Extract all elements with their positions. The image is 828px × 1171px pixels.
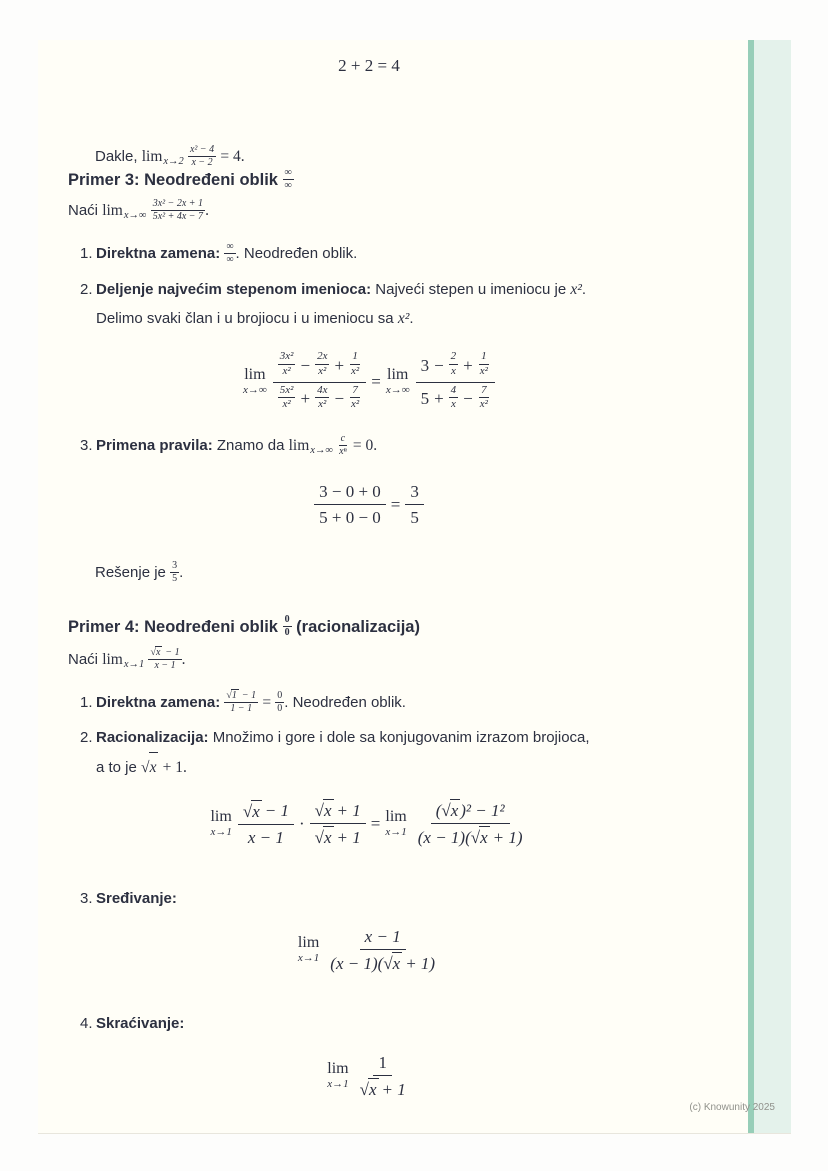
list-text: [96, 1009, 730, 1038]
fraction-numerator: ∞: [284, 166, 292, 178]
equals-sign: =: [371, 371, 381, 391]
copyright-footer: (c) Knowunity 2025: [689, 1102, 775, 1113]
lim-subscript: x→1: [385, 825, 407, 838]
equals-sign: =: [390, 494, 401, 514]
fraction-numerator: 0: [284, 613, 290, 625]
list-text: [96, 431, 730, 465]
math-fraction: [355, 1051, 411, 1101]
fraction-numerator: 3 − $\frac{2}{x}$ + $\frac{1}{\text{x²}}$: [416, 350, 495, 383]
operator: +: [434, 389, 444, 409]
math-fraction: $\frac{7}{\text{x²}}$: [479, 383, 488, 411]
sqrt-radical: √ x: [314, 801, 332, 820]
list-item-skracivanje: [80, 1009, 730, 1038]
accent-stripe: [748, 40, 754, 1133]
lim-subscript: x→∞: [385, 384, 410, 396]
body-text: Znamo da: [216, 437, 285, 454]
sqrt-radical: √ x: [441, 801, 459, 820]
fraction-denominator: 5 + $\frac{4}{x}$ − $\frac{7}{\text{x²}}$: [420, 383, 488, 411]
fraction-denominator: 5: [172, 572, 178, 584]
math-fraction: [337, 433, 349, 458]
math-text: = 4.: [220, 148, 245, 165]
math-text: .: [205, 202, 209, 219]
lim-symbol: lim x→1: [297, 934, 320, 965]
lim-subscript: x→1: [210, 825, 232, 838]
math-fraction: $\frac{7}{\text{x²}}$: [351, 383, 360, 411]
body-text: Rešenje je: [95, 564, 166, 581]
math-fraction: $\frac{1}{\text{x²}}$: [479, 350, 488, 377]
fraction-denominator: 5 + 0 − 0: [319, 508, 381, 528]
bold-label: Deljenje najvećim stepenom imenioca:: [96, 281, 372, 298]
list-text: [96, 723, 730, 782]
heading-primer-4: [68, 613, 420, 641]
bold-label: Direktna zamena:: [96, 694, 221, 711]
fraction-denominator: 5: [410, 508, 419, 528]
fraction-numerator: 3x² − 2x + 1: [152, 197, 204, 209]
math-text: x²: [397, 310, 410, 327]
list-item-primena-pravila: [80, 431, 730, 465]
body-text: Naći: [68, 651, 99, 668]
math-fraction: [405, 480, 424, 529]
math-fraction: [310, 798, 366, 849]
paragraph-naci-3: [68, 197, 209, 230]
lim-subscript: x→∞: [123, 210, 147, 221]
math-text: .: [181, 651, 186, 668]
sqrt-radical: √ x: [314, 828, 332, 848]
display-equation-final: [38, 1051, 700, 1101]
fraction-denominator: 0: [277, 702, 283, 714]
list-text: [96, 275, 730, 333]
fraction-numerator: 3 − 0 + 0: [314, 480, 386, 505]
fraction-denominator: x − 1: [154, 660, 176, 672]
math-fraction: [325, 925, 440, 975]
math-fraction: [151, 198, 205, 223]
heading-primer-3: [68, 166, 294, 194]
operator: −: [463, 389, 473, 409]
operator: +: [463, 355, 473, 375]
heading-text: Primer 3: Neodređeni oblik: [68, 170, 278, 189]
math-fraction: [224, 241, 235, 266]
sqrt-radical: √ x: [242, 801, 260, 821]
sqrt-radical: √ x: [150, 647, 161, 659]
body-text: Delimo svaki član i u brojiocu i u imeniocu sa: [96, 310, 394, 327]
body-text: Množimo i gore i dole sa konjugovanim izrazom brojioca,: [212, 729, 590, 746]
list-item-sredjivanje: [80, 884, 730, 913]
lim-symbol: lim x→∞: [243, 366, 267, 396]
math-text: = 0.: [352, 437, 378, 454]
lim-symbol: lim x→1: [385, 807, 407, 838]
lim-symbol: lim x→1: [327, 1060, 349, 1091]
fraction-numerator: x − 1: [360, 925, 406, 950]
paragraph-naci-4: [68, 646, 186, 679]
fraction-numerator: 3: [172, 559, 178, 571]
list-number: 1.: [80, 694, 93, 711]
list-item-direktna-zamena: [80, 239, 730, 268]
bold-label: Direktna zamena:: [96, 245, 221, 262]
body-text: .: [409, 310, 414, 327]
math-fraction: [283, 167, 294, 192]
operator: −: [334, 389, 345, 409]
fraction-denominator: (x − 1)( √ x + 1): [417, 827, 523, 848]
fraction-denominator: 5x² + 4x − 7: [152, 210, 204, 222]
body-text: .: [179, 564, 184, 581]
body-text: a to je: [96, 759, 137, 776]
fraction-numerator: √ x + 1: [310, 798, 366, 824]
lim-subscript: x→2: [163, 156, 184, 167]
lim-subscript: x→1: [297, 952, 320, 965]
bold-label: Primena pravila:: [96, 437, 213, 454]
math-fraction: [416, 350, 495, 413]
math-text: + 1.: [162, 759, 187, 776]
equals-sign: =: [370, 813, 381, 833]
lim-symbol: $\lim_{x\to 2}$: [141, 148, 184, 167]
lim-symbol: lim x→1: [210, 807, 232, 838]
lim-subscript: x→∞: [243, 384, 267, 396]
fraction-denominator: x − 1: [247, 827, 284, 847]
bold-label: Skraćivanje:: [96, 1015, 185, 1032]
body-text: Naći: [68, 202, 99, 219]
list-number: 3.: [80, 437, 93, 454]
sqrt-radical: √ x: [359, 1080, 377, 1100]
fraction-denominator: ∞: [284, 179, 292, 191]
operator: +: [334, 355, 345, 375]
math-fraction: [148, 646, 181, 672]
sqrt-radical: √ x: [383, 954, 401, 974]
fraction-numerator: x² − 4: [189, 143, 215, 155]
math-fraction: $\frac{4x}{\text{x²}}$: [317, 383, 328, 411]
math-fraction: [275, 690, 284, 715]
list-text: [96, 688, 730, 717]
list-item-direktna-zamena-4: [80, 688, 730, 717]
display-equation-division-by-x2: [38, 350, 700, 413]
list-text: [96, 884, 730, 913]
sqrt-radical: √ 1: [226, 690, 237, 702]
document-page: [38, 40, 791, 1134]
fraction-numerator: c: [340, 432, 346, 444]
math-fraction: $\frac{\text{3x²}}{\text{x²}}$: [279, 350, 294, 377]
display-equation-three-fifths: [38, 480, 700, 529]
equation-two-plus-two: [38, 55, 700, 76]
fraction-denominator: x − 2: [191, 156, 213, 168]
list-item-racionalizacija: [80, 723, 730, 782]
fraction-numerator: 1: [373, 1051, 392, 1076]
list-number: 1.: [80, 245, 93, 262]
list-number: 2.: [80, 729, 93, 746]
list-number: 2.: [80, 281, 93, 298]
body-text: . Neodređen oblik.: [235, 245, 358, 262]
math-fraction: $\frac{\text{5x²}}{\text{x²}}$: [279, 383, 294, 411]
lim-symbol: lim x→∞: [385, 366, 410, 396]
lim-subscript: x→1: [123, 659, 145, 670]
fraction-denominator: √ x + 1: [359, 1079, 406, 1100]
right-accent-band: [748, 40, 791, 1133]
operator: −: [300, 355, 311, 375]
sqrt-radical: √ x: [470, 828, 488, 848]
fraction-denominator: xⁿ: [339, 445, 347, 457]
fraction-numerator: 0: [277, 689, 283, 701]
lim-subscript: x→1: [327, 1078, 349, 1091]
math-fraction: $\frac{2}{x}$: [450, 350, 457, 377]
math-fraction: [170, 560, 179, 585]
list-item-deljenje: [80, 275, 730, 333]
fraction-numerator: ( √ x )² − 1²: [431, 798, 510, 824]
fraction-numerator: ∞: [226, 240, 234, 252]
heading-text: Primer 4: Neodređeni oblik: [68, 617, 278, 636]
display-equation-rationalization: [38, 798, 700, 849]
math-fraction: [273, 350, 366, 413]
operator: −: [434, 355, 444, 375]
display-equation-simplified: [38, 925, 700, 975]
lim-symbol: $\lim_{x\to\infty}$: [102, 202, 147, 221]
equals-sign: =: [262, 694, 272, 711]
math-fraction: [238, 799, 294, 849]
multiplication-dot: ·: [298, 813, 305, 833]
fraction-numerator: √ x − 1: [150, 646, 180, 659]
math-fraction: $\frac{4}{x}$: [450, 383, 457, 411]
list-number: 4.: [80, 1015, 93, 1032]
body-text: Dakle,: [95, 148, 138, 165]
math-text: x²: [570, 281, 582, 298]
fraction-denominator: 0: [284, 626, 290, 638]
body-text: .: [581, 281, 587, 298]
body-text: Najveći stepen u imeniocu je: [375, 281, 567, 298]
fraction-numerator: √ x − 1: [238, 799, 294, 825]
body-text: . Neodređen oblik.: [284, 694, 406, 711]
fraction-numerator: √ 1 − 1: [226, 689, 257, 702]
fraction-numerator: [273, 350, 366, 383]
list-number: 3.: [80, 890, 93, 907]
bold-label: Racionalizacija:: [96, 729, 209, 746]
bold-label: Sređivanje:: [96, 890, 177, 907]
fraction-denominator: √ x + 1: [314, 827, 361, 848]
fraction-denominator: (x − 1)( √ x + 1): [330, 953, 436, 974]
paragraph-resenje: [95, 559, 183, 587]
fraction-denominator: ∞: [226, 253, 234, 265]
sqrt-radical: √ x: [141, 759, 158, 776]
lim-symbol: $\lim_{x\to\infty}$: [288, 437, 333, 456]
math-fraction: [314, 480, 386, 529]
math-fraction: $\frac{2x}{\text{x²}}$: [317, 350, 328, 377]
fraction-denominator: [273, 383, 366, 414]
fraction-denominator: 1 − 1: [230, 703, 253, 715]
math-fraction: [413, 798, 528, 849]
math-fraction: [283, 614, 292, 639]
list-text: [96, 239, 730, 268]
math-text: 2 + 2 = 4: [338, 56, 400, 75]
math-fraction: [224, 689, 258, 715]
lim-subscript: x→∞: [310, 445, 333, 456]
lim-symbol: $\lim_{x\to 1}$: [102, 651, 145, 670]
operator: +: [300, 389, 311, 409]
fraction-numerator: 3: [405, 480, 424, 505]
math-fraction: $\frac{1}{\text{x²}}$: [351, 350, 360, 377]
heading-text: (racionalizacija): [296, 617, 420, 636]
